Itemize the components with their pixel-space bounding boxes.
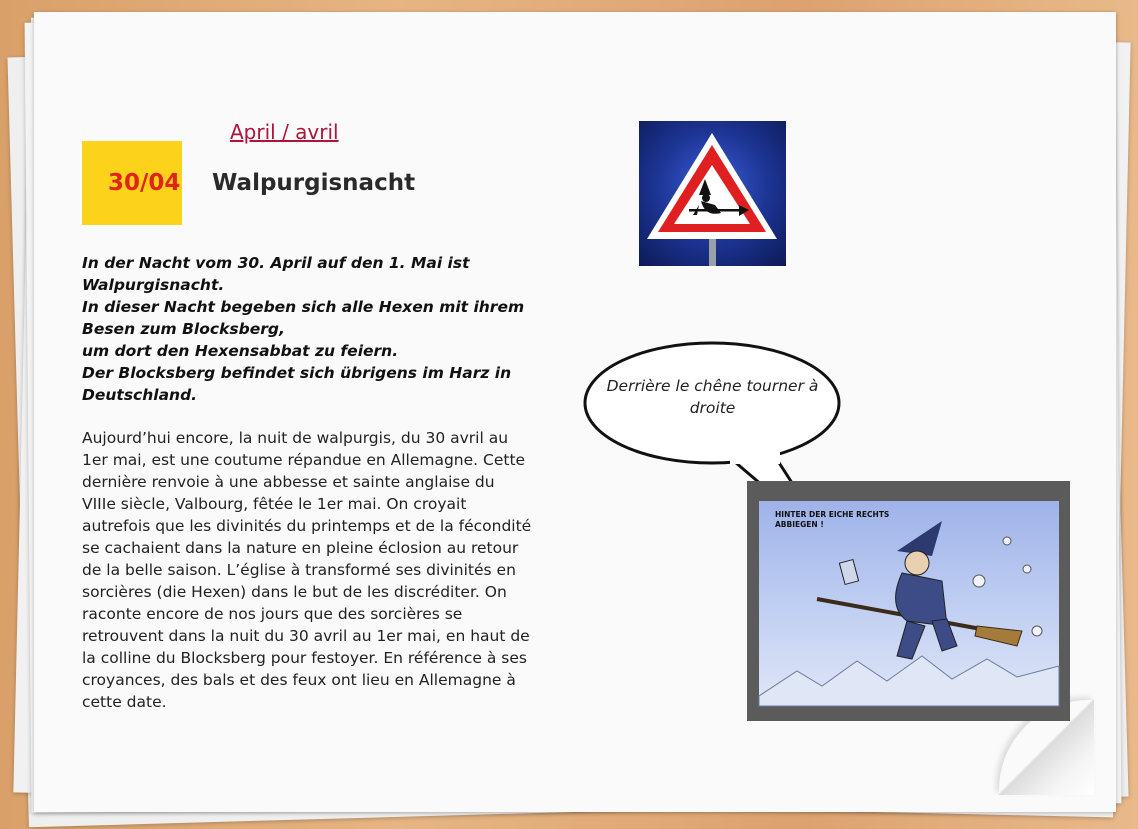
month-link[interactable]: April / avril bbox=[230, 120, 339, 144]
french-paragraph: Aujourd’hui encore, la nuit de walpurgis, du 30 avril au 1er mai, est une coutume répandue en Allemagne. Cette dernière renvoie à une abbesse et sainte anglaise du VIIIe siècle, Valbourg, fêtée le 1er mai. On croyait autrefois que les divinités du printemps et de la fécondité se cachaient dans la nature en pleine éclosion au retour de la belle saison. L’église à transformé ses divinités en sorcières (die Hexen) dans le but de les discréditer. On raconte encore de nos jours que des sorcières se retrouvent dans la nuit du 30 avril au 1er mai, en haut de la colline du Blocksberg pour festoyer. En référence à ses croyances, des bals et des feux ont lieu en Allemagne à cette date. bbox=[82, 429, 532, 711]
page-title: Walpurgisnacht bbox=[212, 170, 416, 196]
cartoon-caption: HINTER DER EICHE RECHTS ABBIEGEN ! bbox=[775, 510, 890, 529]
date-label: 30/04 bbox=[108, 170, 181, 196]
german-line: Der Blocksberg befindet sich übrigens im Harz in Deutschland. bbox=[82, 364, 512, 404]
german-line: In dieser Nacht begeben sich alle Hexen mit ihrem Besen zum Blocksberg, bbox=[82, 298, 525, 338]
german-line: In der Nacht vom 30. April auf den 1. Mai ist Walpurgisnacht. bbox=[82, 254, 470, 294]
german-line: um dort den Hexensabbat zu feiern. bbox=[82, 342, 399, 360]
speech-bubble-text: Derrière le chêne tourner à droite bbox=[606, 377, 819, 417]
